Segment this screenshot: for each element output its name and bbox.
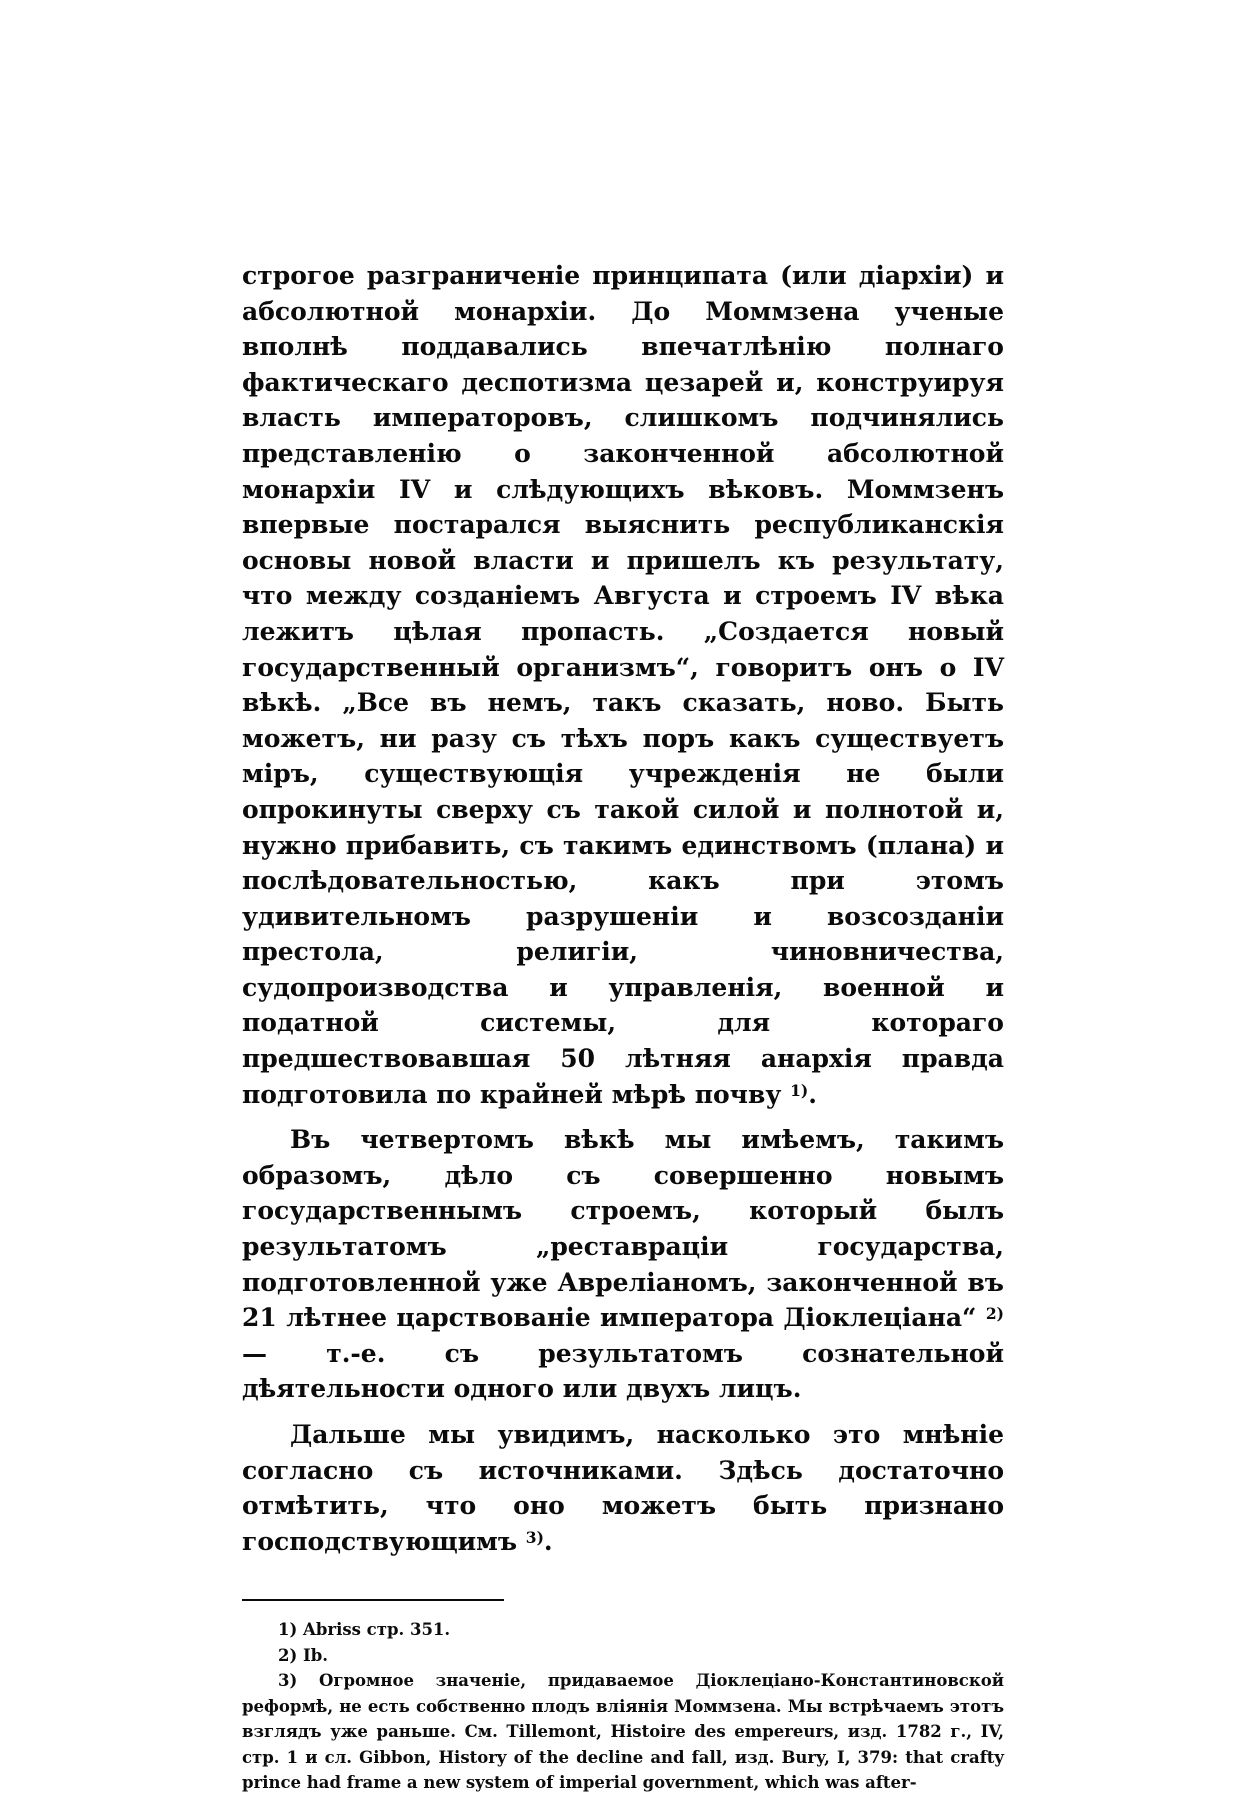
footnote-reference: 1) — [790, 1080, 809, 1100]
paragraph-2 — [242, 1122, 1004, 1407]
footnote-3 — [242, 1668, 1004, 1796]
footnote-text: Огромное значеніе, придаваемое Діоклеціано-Константиновской реформѣ, не есть собственно плодъ вліянія Моммзена. Мы встрѣчаемъ этотъ взглядъ уже раньше. См. Tillemont, Histoire des empereurs, изд. 1782 г., IV, стр. 1 и сл. Gibbon, History of the decline and fall, изд. Bury, I, 379: that crafty prince had frame a new system of imperial government, which was after- — [242, 1671, 1004, 1793]
footnote-mark: 3) — [278, 1671, 298, 1691]
footnote-mark: 2) — [278, 1645, 298, 1665]
book-page — [242, 258, 1004, 1796]
footnote-2 — [242, 1643, 1004, 1669]
paragraph-text: Дальше мы увидимъ, насколько это мнѣніе согласно съ источниками. Здѣсь достаточно отмѣтить, что оно можетъ быть признано господствующимъ — [242, 1420, 1004, 1556]
paragraph-text-continued: — т.-е. съ результатомъ сознательной дѣятельности одного или двухъ лицъ. — [242, 1338, 1004, 1404]
footnote-text: Ib. — [303, 1645, 329, 1665]
paragraph-3: Дальше мы увидимъ, насколько это мнѣніе согласно съ источниками. Здѣсь достаточно отмѣтить, что оно можетъ быть признано господствующимъ $^{3)}$. — [242, 1420, 1004, 1556]
paragraph-text: Въ четвертомъ вѣкѣ мы имѣемъ, такимъ образомъ, дѣло съ совершенно новымъ государственнымъ строемъ, который былъ результатомъ „реставраціи государства, подготовленной уже Авреліаномъ, законченной въ 21 лѣтнее царствованіе императора Діоклеціана“ — [242, 1125, 1004, 1333]
footnote-reference: 2) — [985, 1304, 1004, 1324]
footnote-separator — [242, 1599, 504, 1601]
footnote-mark: 1) — [278, 1620, 298, 1640]
footnote-1 — [242, 1617, 1004, 1643]
footnote-text: Abriss стр. 351. — [303, 1620, 451, 1640]
main-text — [242, 258, 1004, 1559]
footnotes — [242, 1617, 1004, 1796]
paragraph-1: строгое разграниченіе принципата (или діархіи) и абсолютной монархіи. До Моммзена ученые вполнѣ поддавались впечатлѣнію полнаго фактическаго деспотизма цезарей и, конструируя власть императоровъ, слишкомъ подчинялись представленію о законченной абсолютной монархіи IV и слѣдующихъ вѣковъ. Моммзенъ впервые постарался выяснить республиканскія основы новой власти и пришелъ къ результату, что между созданіемъ Августа и строемъ IV вѣка лежитъ цѣлая пропасть. „Создается новый государственный организмъ“, говоритъ онъ о IV вѣкѣ. „Все въ немъ, такъ сказать, ново. Быть можетъ, ни разу съ тѣхъ поръ какъ существуетъ міръ, существующія учрежденія не были опрокинуты сверху съ такой силой и полнотой и, нужно прибавить, съ такимъ единствомъ (плана) и послѣдовательностью, какъ при этомъ удивительномъ разрушеніи и возсозданіи престола, религіи, чиновничества, судопроизводства и управленія, военной и податной системы, для котораго предшествовавшая 50 лѣтняя анархія правда подготовила по крайней мѣрѣ почву $^{1)}$. — [242, 261, 1004, 1109]
paragraph-text: строгое разграниченіе принципата (или діархіи) и абсолютной монархіи. До Моммзена ученые вполнѣ поддавались впечатлѣнію полнаго фактическаго деспотизма цезарей и, конструируя власть императоровъ, слишкомъ подчинялись представленію о законченной абсолютной монархіи IV и слѣдующихъ вѣковъ. Моммзенъ впервые постарался выяснить республиканскія основы новой власти и пришелъ къ результату, что между созданіемъ Августа и строемъ IV вѣка лежитъ цѣлая пропасть. „Создается новый государственный организмъ“, говоритъ онъ о IV вѣкѣ. „Все въ немъ, такъ сказать, ново. Быть можетъ, ни разу съ тѣхъ поръ какъ существуетъ міръ, существующія учрежденія не были опрокинуты сверху съ такой силой и полнотой и, нужно прибавить, съ такимъ единствомъ (плана) и послѣдовательностью, какъ при этомъ удивительномъ разрушеніи и возсозданіи престола, религіи, чиновничества, судопроизводства и управленія, военной и податной системы, для котораго предшествовавшая 50 лѣтняя анархія правда подготовила по крайней мѣрѣ почву — [242, 261, 1004, 1109]
footnote-reference: 3) — [525, 1527, 544, 1547]
